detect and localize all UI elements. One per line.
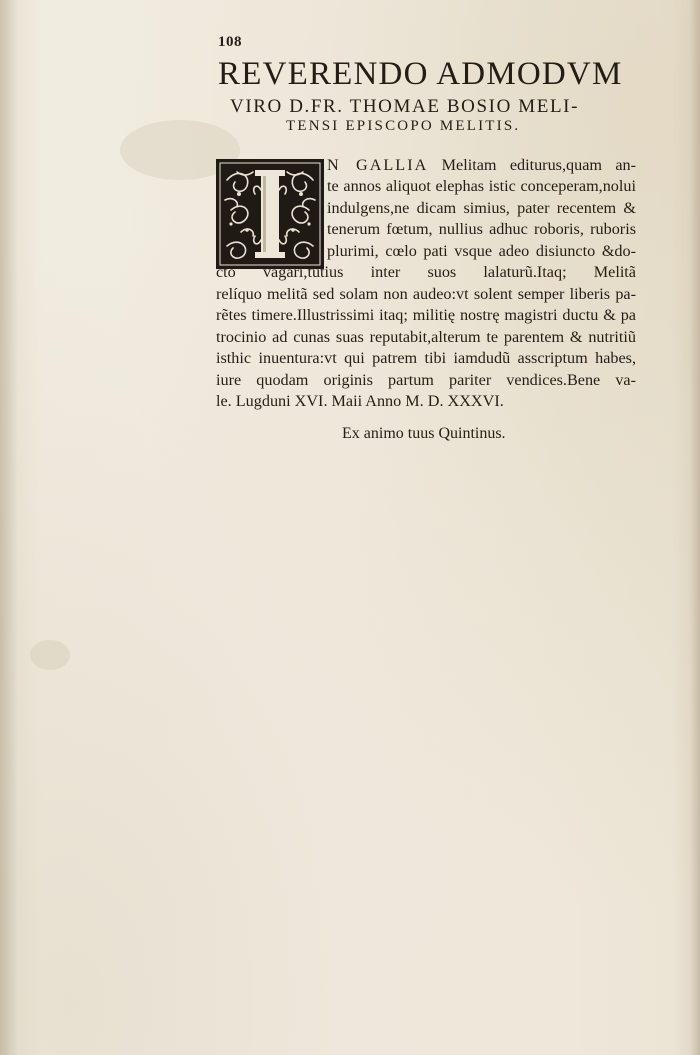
text-line: plurimi, cœlo pati vsque adeo disiuncto &do- (327, 241, 636, 260)
text-line (216, 155, 636, 176)
text-line: te annos aliquot elephas istic conceperam,nolui (327, 177, 636, 196)
opening-words: N GALLIA (327, 156, 429, 174)
text-line: relíquo melitã sed solam non audeo:vt solent semper liberis pa- (216, 284, 636, 303)
text-line: trocinio ad cunas suas reputabit,alterum te parentem & nutritiũ (216, 327, 636, 346)
page-number: 108 (218, 34, 242, 50)
letter-body (216, 155, 636, 412)
gutter-shadow (0, 0, 18, 1055)
text-line: tenerum fœtum, nullius adhuc roboris, ruboris (327, 220, 636, 239)
heading-line-2: VIRO D.FR. THOMAE BOSIO MELI- (230, 96, 579, 117)
paper-stain (30, 640, 70, 670)
heading-line-3: TENSI EPISCOPO MELITIS. (286, 118, 521, 134)
text-line: isthic inuentura:vt qui patrem tibi iamdudũ asscriptum habes, (216, 349, 636, 368)
text-line-content: Melitam editurus,quam an- (441, 156, 636, 174)
text-line: indulgens,ne dicam simius, pater recentem & (327, 198, 636, 217)
page-edge-shadow (690, 0, 700, 1055)
text-line: le. Lugduni XVI. Maii Anno M. D. XXXVI. (216, 391, 504, 410)
signature-line: Ex animo tuus Quintinus. (342, 425, 506, 442)
heading-line-1: REVERENDO ADMODVM (218, 56, 623, 92)
text-line: cto vagari,tutius inter suos lalaturũ.Itaq; Melitã (216, 263, 636, 282)
letter-heading (218, 58, 658, 134)
text-line: iure quodam originis partum pariter vendices.Bene va- (216, 370, 636, 389)
text-line: rẽtes timere.Illustrissimi itaq; militię nostrę magistri ductu & pa (216, 306, 636, 325)
